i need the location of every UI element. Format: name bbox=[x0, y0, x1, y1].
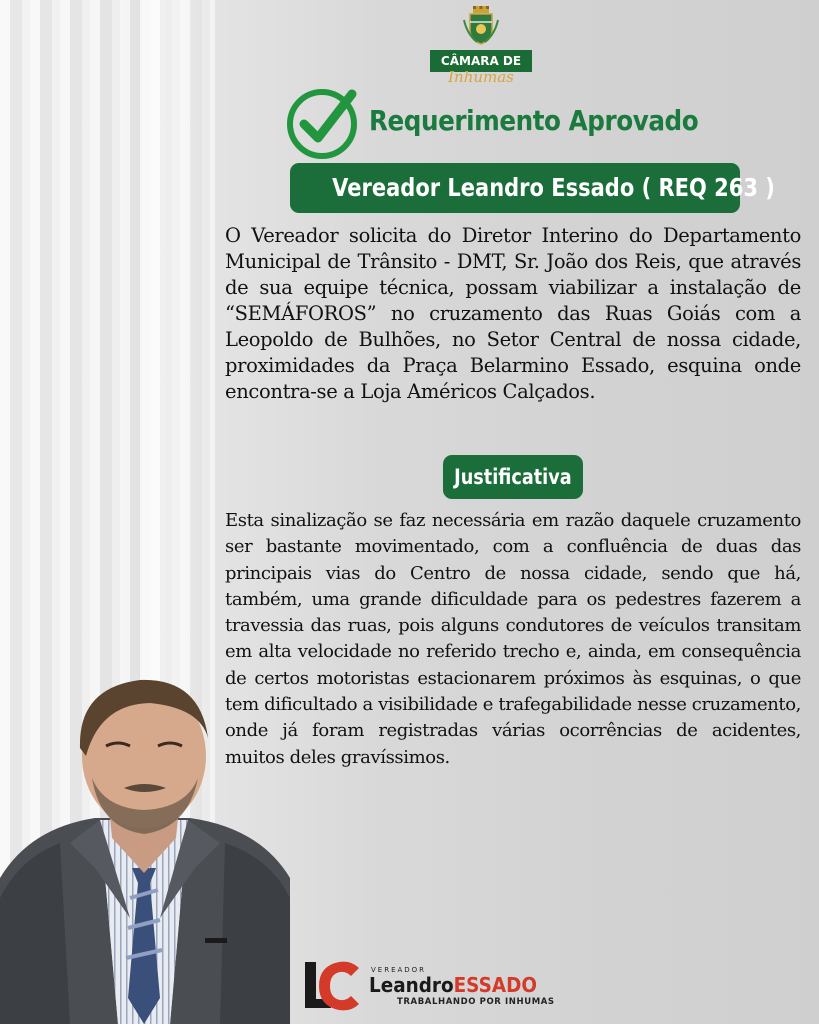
crest-icon bbox=[463, 6, 499, 46]
footer-name-first: Leandro bbox=[369, 973, 454, 997]
councilman-portrait bbox=[0, 668, 290, 1024]
request-title-badge bbox=[290, 163, 775, 213]
footer-logo bbox=[303, 956, 563, 1016]
lc-logo-icon bbox=[303, 958, 361, 1014]
footer-title-small: VEREADOR bbox=[371, 966, 427, 974]
camara-logo bbox=[426, 6, 536, 92]
approved-title: Requerimento Aprovado bbox=[369, 104, 699, 137]
footer-name-last: ESSADO bbox=[453, 973, 538, 997]
check-circle-icon bbox=[286, 84, 362, 160]
footer-slogan: TRABALHANDO POR INHUMAS bbox=[397, 997, 555, 1007]
request-body: O Vereador solicita do Diretor Interino do Departamento Municipal de Trânsito - DMT, Sr. João dos Reis, que através de sua equipe técnica, possam viabilizar a instalação de “SEMÁFOROS” no cruzamento das Ruas Goiás com a Leopoldo de Bulhões, no Setor Central de nossa cidade, proximidades da Praça Belarmino Essado, esquina onde encontra-se a Loja Américos Calçados. bbox=[225, 224, 801, 403]
justification-badge bbox=[443, 455, 583, 499]
logo-script: Inhumas bbox=[448, 68, 514, 86]
request-title: Vereador Leandro Essado ( REQ 263 ) bbox=[332, 173, 775, 202]
justification-label: Justificativa bbox=[454, 465, 572, 489]
footer-name bbox=[369, 973, 537, 997]
logo-banner: CÂMARA DE bbox=[430, 50, 532, 72]
justification-body: Esta sinalização se faz necessária em razão daquele cruzamento ser bastante movimentado, com a confluência de duas das principais vias do Centro de nossa cidade, sendo que há, também, uma grande dificuldade para os pedestres fazerem a travessia das ruas, pois alguns condutores de veículos transitam em alta velocidade no referido trecho e, ainda, em consequência de certos motoristas estacionarem próximos às esquinas, o que tem dificultado a visibilidade e trafegabilidade nesse cruzamento, onde já foram registradas várias ocorrências de acidentes, muitos deles gravíssimos. bbox=[225, 510, 801, 768]
